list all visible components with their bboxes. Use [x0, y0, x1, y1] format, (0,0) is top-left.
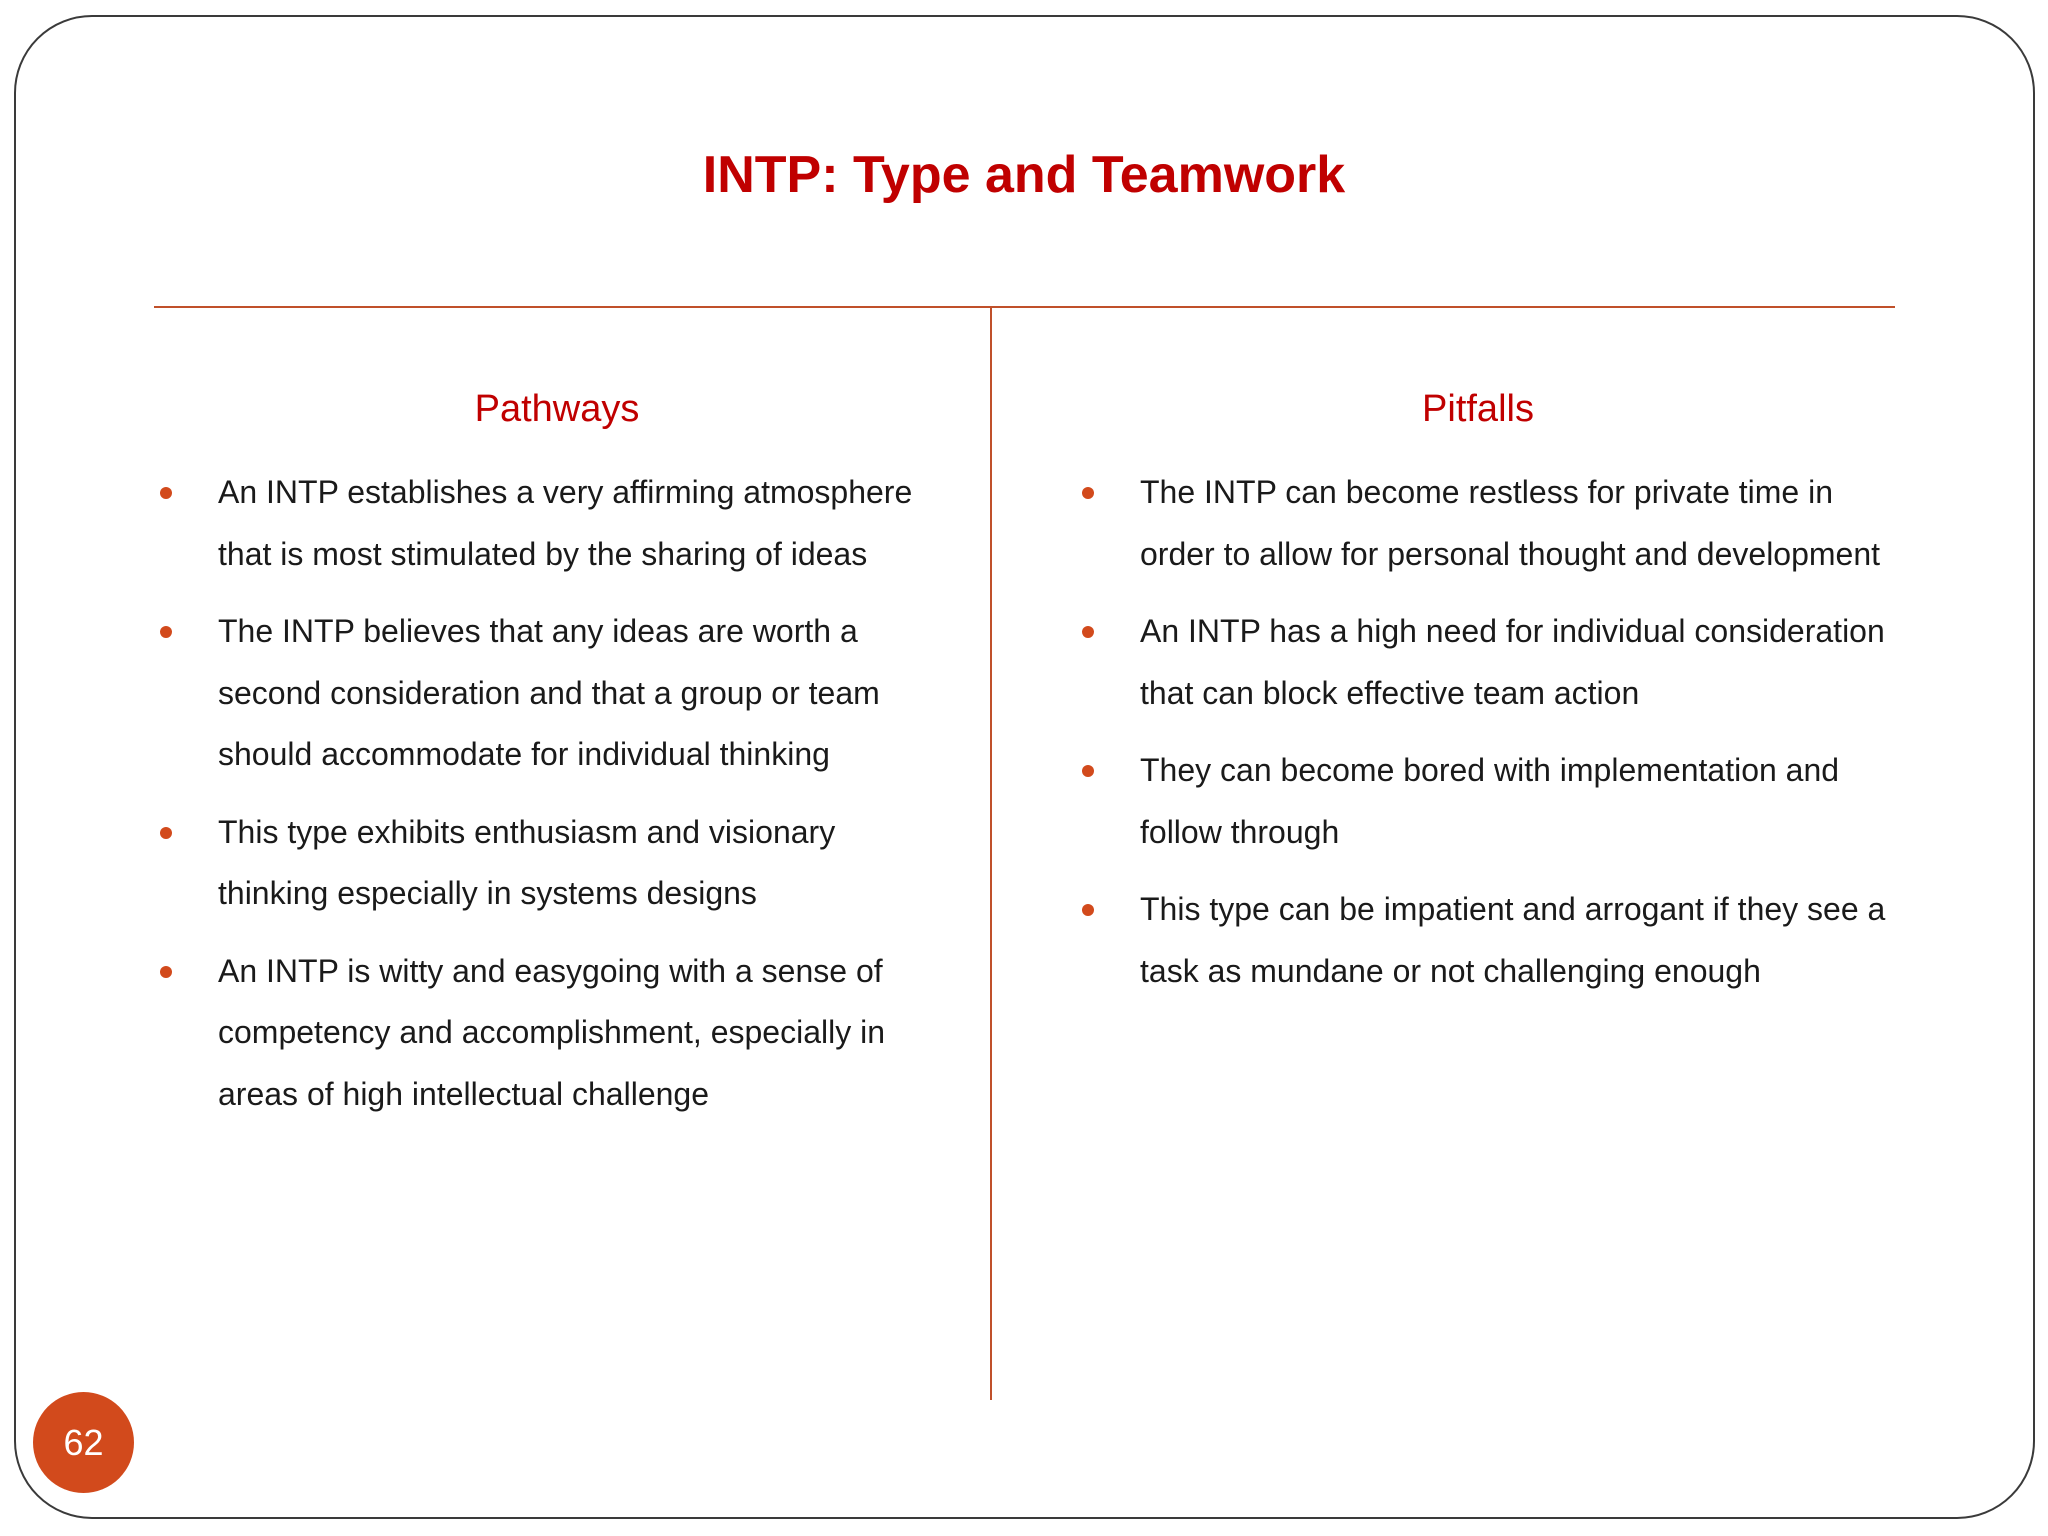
- pathways-heading: Pathways: [474, 388, 640, 430]
- slide-title: INTP: Type and Teamwork: [702, 146, 1346, 204]
- pathways-item-text: An INTP establishes a very affirming atmosphere that is most stimulated by the sharing of ideas: [218, 474, 913, 572]
- column-divider: [990, 307, 992, 1400]
- pathways-item: [154, 941, 954, 1126]
- bullet-icon: [160, 966, 172, 978]
- pitfalls-item: [1076, 879, 1906, 1002]
- pathways-item: [154, 462, 954, 585]
- bullet-icon: [1082, 487, 1094, 499]
- pitfalls-item-text: An INTP has a high need for individual consideration that can block effective team action: [1140, 613, 1885, 711]
- title-divider: [154, 306, 1895, 308]
- bullet-icon: [160, 487, 172, 499]
- pitfalls-heading: Pitfalls: [1422, 388, 1534, 430]
- pathways-item-text: An INTP is witty and easygoing with a sense of competency and accomplishment, especially in areas of high intellectual challenge: [218, 952, 885, 1112]
- pitfalls-list: [1076, 462, 1906, 1018]
- pathways-item-text: This type exhibits enthusiasm and visionary thinking especially in systems designs: [218, 813, 836, 911]
- bullet-icon: [160, 626, 172, 638]
- bullet-icon: [1082, 626, 1094, 638]
- pitfalls-item-text: The INTP can become restless for private time in order to allow for personal thought and development: [1140, 474, 1881, 572]
- pathways-list: [154, 462, 954, 1141]
- pitfalls-item-text: They can become bored with implementation and follow through: [1140, 752, 1840, 850]
- bullet-icon: [160, 827, 172, 839]
- pathways-item: [154, 601, 954, 786]
- pitfalls-item-text: This type can be impatient and arrogant if they see a task as mundane or not challenging enough: [1140, 891, 1886, 989]
- pitfalls-item: [1076, 601, 1906, 724]
- bullet-icon: [1082, 765, 1094, 777]
- bullet-icon: [1082, 904, 1094, 916]
- pathways-item-text: The INTP believes that any ideas are worth a second consideration and that a group or team should accommodate for individual thinking: [218, 613, 880, 772]
- pitfalls-item: [1076, 740, 1906, 863]
- pitfalls-item: [1076, 462, 1906, 585]
- pathways-item: [154, 802, 954, 925]
- page-number-badge: 62: [33, 1392, 134, 1493]
